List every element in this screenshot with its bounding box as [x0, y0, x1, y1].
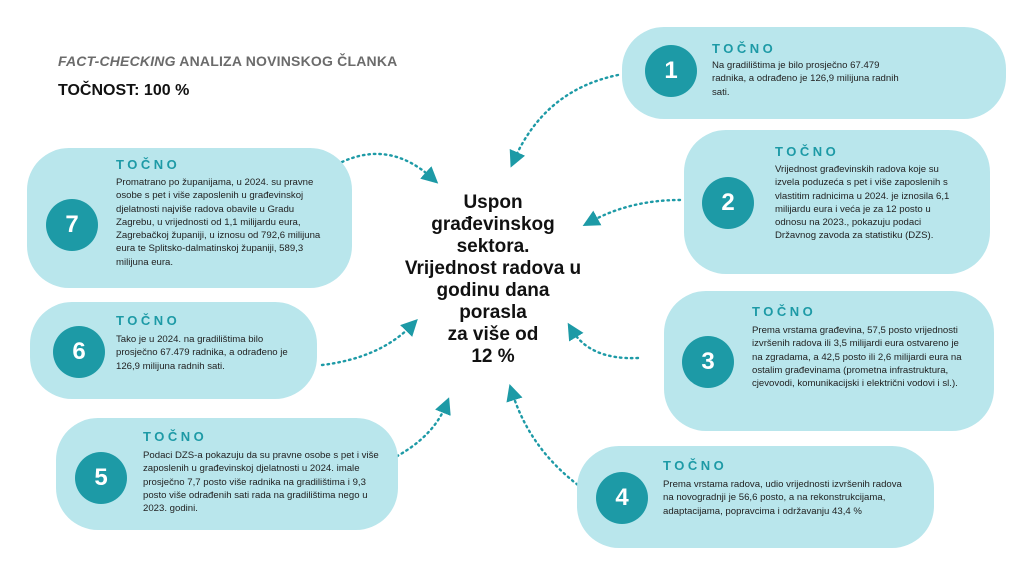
claim-line: godinu dana: [436, 280, 550, 301]
subtitle-rest: ANALIZA NOVINSKOG ČLANKA: [175, 53, 398, 69]
claim-line: Vrijednost radova u: [404, 258, 582, 279]
card-text-4: Prema vrstama radova, udio vrijednosti izvršenih radova na novogradnji je 56,6 posto, a na rekonstrukcijama, adaptacijama, popravcima i održavanju 43,4 %: [663, 479, 902, 517]
claim-line: za više od: [447, 324, 539, 345]
card-text-5: Podaci DZS-a pokazuju da su pravne osobe s pet i više zaposlenih u građevinskoj djelatnosti u 2024. imale prosječno 7,7 posto više radnika na gradilištima i 9,3 posto više odrađenih sati rada na gradilištima nego u 2023. godini.: [143, 450, 379, 515]
claim-line: porasla: [459, 302, 527, 323]
claim-line: građevinskog: [431, 214, 555, 235]
card-number-1: 1: [645, 45, 697, 97]
subtitle-italic: FACT-CHECKING: [58, 53, 176, 69]
card-number-4: 4: [596, 472, 648, 524]
card-text-2: Vrijednost građevinskih radova koje su izvela poduzeća s pet i više zaposlenih s vlastitim radnicima u 2024. je iznosila 6,1 milijardu eura i veća je za 12 posto u odnosu na 2023., pokazuju podaci Državnog zavoda za statistiku (DZS).: [775, 164, 950, 242]
card-title-1: TOČNO: [712, 41, 777, 56]
card-number-2: 2: [702, 177, 754, 229]
accuracy-label: TOČNOST: 100 %: [58, 82, 190, 99]
claim-line: Uspon: [463, 192, 523, 213]
card-text-7: Promatrano po županijama, u 2024. su pravne osobe s pet i više zaposlenih u građevinskoj djelatnosti najviše radova obavile u Gradu Zagrebu, u vrijednosti od 1,1 milijardu eura, Zagrebačkoj županiji, u iznosu od 792,6 milijuna eura te Splitsko-dalmatinskoj županiji, 589,3 milijuna eura.: [116, 177, 321, 268]
claim-line: sektora.: [456, 236, 530, 257]
arrow-1: [514, 75, 618, 160]
card-text-1: Na gradilištima je bilo prosječno 67.479 radnika, a odrađeno je 126,9 milijuna radnih sati.: [712, 60, 899, 98]
arrow-4: [512, 392, 582, 488]
card-number-3: 3: [682, 336, 734, 388]
card-text-3: Prema vrstama građevina, 57,5 posto vrijednosti izvršenih radova ili 3,5 milijardi eura ostvareno je na zgradama, a 42,5 posto ili 2,6 milijardi eura na ostalim građevinama (prometna infrastruktura, cjevovodi, komunikacijski i električni vodovi i sl.).: [752, 325, 962, 390]
card-text-6: Tako je u 2024. na gradilištima bilo prosječno 67.479 radnika, a odrađeno je 126,9 milijuna radnih sati.: [116, 334, 288, 372]
claim-line: 12 %: [471, 346, 515, 367]
card-title-6: TOČNO: [116, 313, 181, 328]
card-title-3: TOČNO: [752, 304, 817, 319]
card-title-4: TOČNO: [663, 458, 728, 473]
card-number-7: 7: [46, 199, 98, 251]
arrow-7: [342, 154, 432, 178]
card-title-7: TOČNO: [116, 157, 181, 172]
card-title-5: TOČNO: [143, 429, 208, 444]
central-claim: [368, 192, 618, 368]
card-number-5: 5: [75, 452, 127, 504]
card-title-2: TOČNO: [775, 144, 840, 159]
card-number-6: 6: [53, 326, 105, 378]
